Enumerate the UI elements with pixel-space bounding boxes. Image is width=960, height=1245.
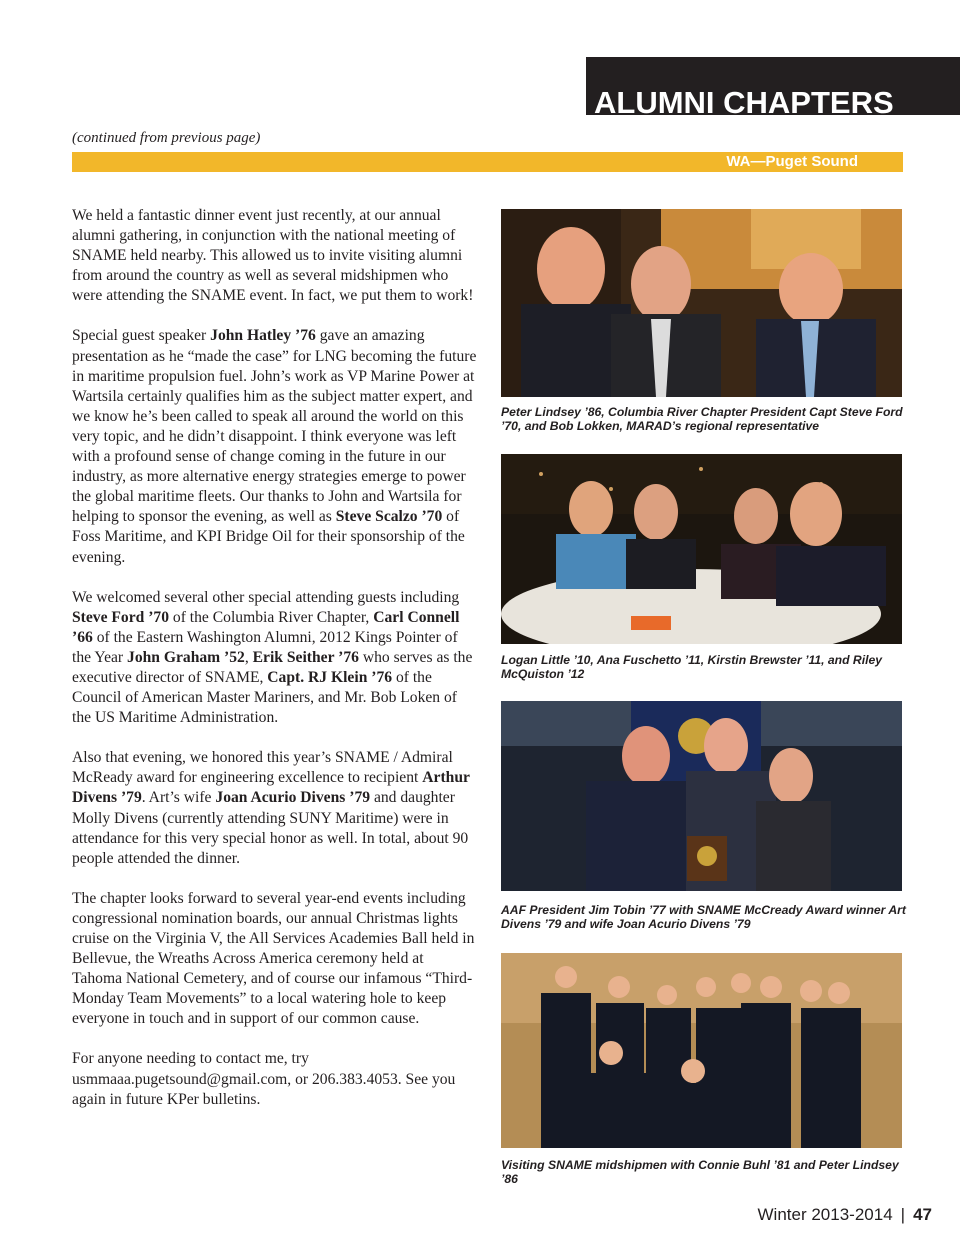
bold-name: Steve Ford ’70 [72,608,170,626]
photo-award-presentation [501,701,902,891]
photo-caption-3: AAF President Jim Tobin ’77 with SNAME McCready Award winner Art Divens ’79 and wife Joan Acurio Divens ’79 [501,903,906,931]
text-run: and daughter Molly Divens (currently attending SUNY Maritime) were in attendance for this very special honor as well. In total, about 90 people attended the dinner. [72,789,469,867]
article-body [72,206,477,1130]
issue-label: Winter 2013-2014 [757,1205,893,1224]
paragraph-6: For anyone needing to contact me, try usmmaaa.pugetsound@gmail.com, or 206.383.4053. See you again in future KPer bulletins. [72,1050,456,1108]
paragraph-3 [72,588,477,729]
chapter-bar [72,152,903,172]
page-footer [758,1205,932,1225]
section-header [586,57,960,120]
bold-name: John Graham ’52 [127,648,245,666]
text-run: gave an amazing presentation as he “made the case” for LNG becoming the future in maritime propulsion fuel. John’s work as VP Marine Power at Wartsila certainly qualifies him as the subject matter expert, and we know he’s been called to speak all around the world on this very topic, and he didn’t disappoint. I think everyone was left with a profound sense of change coming in the future in our industry, as more alternative energy strategies emerge to power the global maritime fleets. Our thanks to John and Wartsila for helping to sponsor the evening, as well as [72,327,477,526]
footer-separator: | [900,1205,906,1224]
paragraph-5: The chapter looks forward to several year-end events including congressional nomination boards, our annual Christmas lights cruise on the Virginia V, the All Services Academies Ball held in Bellevue, the Wreaths Across America ceremony held at Tahoma National Cemetery, and of course our infamous “Third-Monday Team Movements” to a local watering hole to keep everyone in touch and in support of our common cause. [72,889,475,1028]
text-run: We welcomed several other special attending guests including [72,588,460,606]
section-title: ALUMNI CHAPTERS [594,85,894,120]
paragraph-1: We held a fantastic dinner event just recently, at our annual alumni gathering, in conjunction with the national meeting of SNAME held nearby. This allowed us to invite visiting alumni from around the country as well as several midshipmen who were attending the SNAME event. In fact, we put them to work! [72,207,474,305]
photo-dinner-guests [501,209,902,397]
bold-name: Joan Acurio Divens ’79 [215,789,371,807]
photo-dinner-table [501,454,902,644]
bold-name: John Hatley ’76 [210,327,316,345]
bold-name: Capt. RJ Klein ’76 [267,668,393,686]
bold-name: Arthur Divens ’79 [72,769,470,807]
text-run: of Foss Maritime, and KPI Bridge Oil for their sponsorship of the evening. [72,508,465,566]
bold-name: Erik Seither ’76 [252,648,359,666]
photo-caption-1: Peter Lindsey ’86, Columbia River Chapter President Capt Steve Ford ’70, and Bob Lokken, MARAD’s regional representative [501,405,903,433]
paragraph-2 [72,326,477,567]
text-run: Also that evening, we honored this year’s SNAME / Admiral McReady award for engineering excellence to recipient [72,749,453,787]
text-run: of the Eastern Washington Alumni, 2012 Kings Pointer of the Year [72,628,458,666]
continued-note: (continued from previous page) [72,130,261,146]
paragraph-4 [72,748,477,869]
photo-caption-2: Logan Little ’10, Ana Fuschetto ’11, Kirstin Brewster ’11, and Riley McQuiston ’12 [501,653,883,681]
photo-midshipmen-group [501,953,902,1148]
text-run: of the Council of American Master Mariners, and Mr. Bob Loken of the US Maritime Administration. [72,668,457,727]
bold-name: Steve Scalzo ’70 [335,508,443,526]
bold-name: Carl Connell ’66 [72,608,460,646]
photo-caption-4: Visiting SNAME midshipmen with Connie Buhl ’81 and Peter Lindsey ’86 [501,1158,899,1186]
text-run: . Art’s wife [141,789,216,807]
page-number: 47 [913,1205,932,1224]
text-run: who serves as the executive director of SNAME, [72,648,473,686]
text-run: Special guest speaker [72,327,211,345]
text-run: of the Columbia River Chapter, [169,608,374,626]
text-run: , [244,648,253,666]
chapter-name: WA—Puget Sound [726,153,858,170]
